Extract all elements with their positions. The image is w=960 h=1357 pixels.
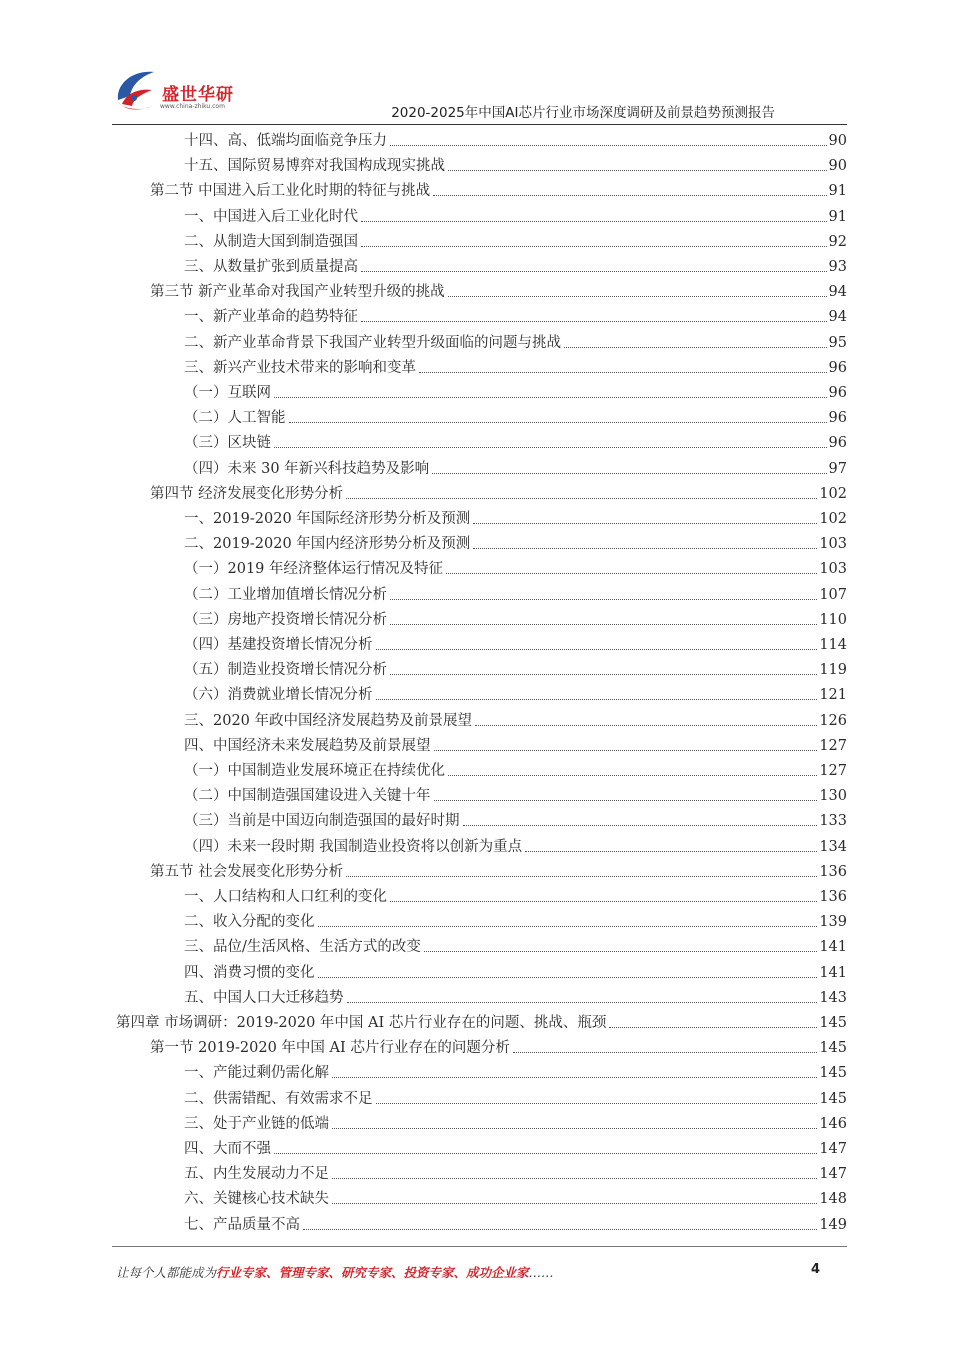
toc-entry-page: 103 (819, 561, 847, 578)
toc-entry[interactable] (184, 303, 847, 327)
toc-entry-page: 130 (819, 788, 847, 805)
toc-entry-page: 90 (828, 158, 847, 175)
toc-entry-page: 145 (819, 1040, 847, 1057)
toc-entry[interactable] (184, 757, 847, 781)
slogan-prefix: 让每个人都能成为 (116, 1265, 217, 1280)
toc-entry[interactable] (184, 455, 847, 479)
toc-entry-label: （六）消费就业增长情况分析 (184, 687, 373, 704)
logo-url: www.china-zhiku.com (160, 103, 225, 110)
toc-entry-label: 十四、高、低端均面临竞争压力 (184, 133, 387, 149)
toc-entry-page: 136 (819, 889, 847, 905)
toc-entry-label: 第五节 社会发展变化形势分析 (150, 863, 344, 880)
toc-entry-label: 一、中国进入后工业化时代 (184, 208, 358, 225)
toc-entry[interactable] (184, 1160, 847, 1184)
toc-entry[interactable] (184, 883, 847, 907)
toc-entry[interactable] (150, 278, 847, 302)
toc-entry[interactable] (184, 933, 847, 957)
toc-entry[interactable] (184, 354, 847, 378)
toc-entry-page: 147 (819, 1141, 847, 1157)
toc-entry[interactable] (184, 152, 847, 176)
toc-entry-label: 第二节 中国进入后工业化时期的特征与挑战 (150, 183, 431, 200)
toc-dot-leader (346, 498, 817, 499)
toc-entry-page: 143 (819, 989, 847, 1006)
toc-entry[interactable] (184, 782, 847, 806)
toc-dot-leader (346, 876, 817, 877)
slogan-highlight: 行业专家、管理专家、研究专家、投资专家、成功企业家 (216, 1265, 529, 1280)
toc-entry-page: 126 (819, 712, 847, 729)
header-divider (112, 124, 847, 125)
toc-dot-leader (434, 750, 818, 751)
page-number: 4 (810, 1262, 820, 1277)
toc-entry-label: 第一节 2019-2020 年中国 AI 芯片行业存在的问题分析 (150, 1040, 510, 1057)
toc-entry-page: 145 (819, 1090, 847, 1107)
toc-dot-leader (289, 422, 827, 423)
toc-dot-leader (376, 699, 818, 700)
toc-entry-label: 二、供需错配、有效需求不足 (184, 1090, 373, 1107)
toc-dot-leader (390, 624, 817, 625)
toc-dot-leader (390, 674, 817, 675)
toc-entry-label: 五、中国人口大迁移趋势 (184, 989, 344, 1006)
toc-entry-label: 三、从数量扩张到质量提高 (184, 259, 358, 275)
toc-entry[interactable] (184, 681, 847, 705)
toc-entry[interactable] (184, 329, 847, 353)
toc-dot-leader (609, 1027, 817, 1028)
toc-entry-label: 第三节 新产业革命对我国产业转型升级的挑战 (150, 284, 445, 301)
toc-entry[interactable] (184, 404, 847, 428)
toc-entry-label: 一、新产业革命的趋势特征 (184, 309, 358, 326)
toc-entry-page: 97 (828, 460, 847, 477)
toc-dot-leader (419, 372, 827, 373)
toc-entry-page: 92 (828, 233, 847, 250)
toc-entry[interactable] (184, 127, 847, 151)
toc-dot-leader (361, 321, 827, 322)
toc-entry[interactable] (184, 1059, 847, 1083)
toc-entry-label: 二、2019-2020 年国内经济形势分析及预测 (184, 536, 471, 553)
toc-entry-label: 第四章 市场调研：2019-2020 年中国 AI 芯片行业存在的问题、挑战、瓶颈 (116, 1015, 607, 1031)
toc-dot-leader (376, 649, 818, 650)
slogan-suffix: …… (528, 1265, 554, 1280)
toc-entry-label: 六、关键核心技术缺失 (184, 1191, 329, 1208)
toc-entry[interactable] (184, 959, 847, 983)
toc-entry-label: （一）互联网 (184, 385, 271, 401)
toc-entry-label: 七、产品质量不高 (184, 1216, 300, 1233)
footer-divider (112, 1246, 847, 1247)
toc-entry-page: 133 (819, 813, 847, 830)
toc-dot-leader (446, 573, 817, 574)
toc-entry[interactable] (184, 1135, 847, 1159)
toc-entry-label: （一）中国制造业发展环境正在持续优化 (184, 763, 445, 779)
toc-entry-page: 149 (819, 1216, 847, 1233)
toc-entry[interactable] (150, 177, 847, 201)
toc-entry-page: 147 (819, 1166, 847, 1183)
toc-entry-label: 二、从制造大国到制造强国 (184, 233, 358, 250)
toc-entry-page: 96 (828, 435, 847, 452)
toc-dot-leader (361, 221, 827, 222)
toc-entry-label: 三、品位/生活风格、生活方式的改变 (184, 939, 421, 956)
toc-entry[interactable] (184, 581, 847, 605)
toc-dot-leader (347, 1002, 818, 1003)
toc-entry-label: （四）未来一段时期 我国制造业投资将以创新为重点 (184, 838, 523, 855)
toc-entry-page: 96 (828, 359, 847, 376)
toc-entry[interactable] (184, 984, 847, 1008)
toc-entry[interactable] (184, 530, 847, 554)
toc-entry-label: （二）中国制造强国建设进入关键十年 (184, 788, 431, 805)
toc-entry-label: 十五、国际贸易博弈对我国构成现实挑战 (184, 158, 445, 175)
toc-entry-page: 91 (828, 208, 847, 225)
toc-entry-label: 一、产能过剩仍需化解 (184, 1065, 329, 1082)
toc-entry-page: 102 (819, 511, 847, 527)
toc-entry[interactable] (116, 1009, 847, 1033)
toc-dot-leader (332, 1128, 817, 1129)
toc-entry-label: 三、处于产业链的低端 (184, 1115, 329, 1132)
toc-dot-leader (361, 271, 827, 272)
toc-entry-label: 一、2019-2020 年国际经济形势分析及预测 (184, 511, 471, 527)
toc-dot-leader (376, 1103, 818, 1104)
toc-entry-page: 127 (819, 763, 847, 779)
toc-entry-label: （四）未来 30 年新兴科技趋势及影响 (184, 460, 430, 477)
toc-entry[interactable] (184, 833, 847, 857)
toc-entry[interactable] (184, 1110, 847, 1134)
toc-entry-page: 139 (819, 914, 847, 931)
toc-entry[interactable] (184, 555, 847, 579)
toc-dot-leader (448, 296, 827, 297)
toc-dot-leader (434, 800, 818, 801)
toc-entry-page: 90 (828, 133, 847, 149)
toc-entry-label: （三）当前是中国迈向制造强国的最好时期 (184, 813, 460, 830)
toc-entry[interactable] (184, 379, 847, 403)
toc-entry-label: （五）制造业投资增长情况分析 (184, 662, 387, 679)
toc-dot-leader (303, 1229, 817, 1230)
toc-entry-label: 一、人口结构和人口红利的变化 (184, 889, 387, 905)
toc-entry-page: 146 (819, 1115, 847, 1132)
toc-dot-leader (424, 951, 817, 952)
toc-entry-label: 三、2020 年政中国经济发展趋势及前景展望 (184, 712, 473, 729)
toc-entry-page: 96 (828, 410, 847, 427)
toc-entry-page: 91 (828, 183, 847, 200)
toc-entry-label: （二）人工智能 (184, 410, 286, 427)
toc-dot-leader (432, 473, 826, 474)
toc-entry-label: 三、新兴产业技术带来的影响和变革 (184, 359, 416, 376)
toc-entry-label: （四）基建投资增长情况分析 (184, 637, 373, 653)
toc-dot-leader (513, 1052, 817, 1053)
toc-entry-page: 110 (819, 611, 847, 628)
toc-entry-label: （二）工业增加值增长情况分析 (184, 586, 387, 603)
toc-entry[interactable] (184, 707, 847, 731)
toc-entry-page: 119 (819, 662, 847, 679)
toc-entry[interactable] (184, 203, 847, 227)
toc-entry-page: 134 (819, 838, 847, 855)
toc-entry-label: （三）区块链 (184, 435, 271, 452)
toc-entry-page: 103 (819, 536, 847, 553)
toc-entry-label: 第四节 经济发展变化形势分析 (150, 485, 344, 502)
footer-slogan (116, 1263, 554, 1281)
toc-entry-label: 五、内生发展动力不足 (184, 1166, 329, 1183)
toc-entry-page: 93 (828, 259, 847, 275)
toc-dot-leader (332, 1077, 817, 1078)
toc-dot-leader (473, 523, 817, 524)
toc-entry[interactable] (184, 807, 847, 831)
toc-entry-label: 四、消费习惯的变化 (184, 964, 315, 981)
toc-dot-leader (390, 145, 827, 146)
toc-entry-page: 141 (819, 939, 847, 956)
toc-entry[interactable] (184, 656, 847, 680)
toc-dot-leader (564, 347, 827, 348)
toc-dot-leader (274, 397, 827, 398)
toc-entry-page: 127 (819, 737, 847, 754)
toc-entry-label: （一）2019 年经济整体运行情况及特征 (184, 561, 444, 578)
toc-dot-leader (274, 1153, 817, 1154)
report-title: 2020-2025年中国AI芯片行业市场深度调研及前景趋势预测报告 (391, 105, 775, 121)
toc-entry[interactable] (184, 606, 847, 630)
toc-entry-page: 94 (828, 284, 847, 301)
toc-entry[interactable] (184, 1211, 847, 1235)
toc-dot-leader (463, 825, 818, 826)
toc-entry[interactable] (184, 1085, 847, 1109)
toc-dot-leader (390, 901, 817, 902)
toc-entry-label: 四、大而不强 (184, 1141, 271, 1157)
toc-entry-label: 二、新产业革命背景下我国产业转型升级面临的问题与挑战 (184, 334, 561, 351)
toc-entry-label: 二、收入分配的变化 (184, 914, 315, 931)
toc-entry[interactable] (184, 908, 847, 932)
toc-entry-page: 102 (819, 485, 847, 502)
toc-entry[interactable] (184, 732, 847, 756)
toc-dot-leader (473, 548, 817, 549)
toc-entry[interactable] (184, 253, 847, 277)
toc-dot-leader (332, 1178, 817, 1179)
toc-entry[interactable] (184, 505, 847, 529)
toc-dot-leader (448, 775, 817, 776)
toc-dot-leader (448, 170, 827, 171)
toc-dot-leader (361, 246, 827, 247)
toc-entry[interactable] (150, 480, 847, 504)
toc-entry-page: 145 (819, 1015, 847, 1031)
toc-entry[interactable] (150, 1034, 847, 1058)
toc-dot-leader (274, 447, 827, 448)
toc-dot-leader (475, 725, 817, 726)
toc-dot-leader (433, 195, 826, 196)
toc-dot-leader (525, 851, 817, 852)
toc-entry-page: 148 (819, 1191, 847, 1208)
toc-entry-page: 141 (819, 964, 847, 981)
toc-entry-page: 96 (828, 385, 847, 401)
toc-entry-page: 94 (828, 309, 847, 326)
toc-entry[interactable] (184, 429, 847, 453)
toc-dot-leader (332, 1203, 817, 1204)
toc-dot-leader (318, 926, 818, 927)
toc-entry-label: 四、中国经济未来发展趋势及前景展望 (184, 737, 431, 754)
toc-entry[interactable] (184, 228, 847, 252)
toc-dot-leader (390, 599, 817, 600)
toc-entry[interactable] (184, 631, 847, 655)
toc-entry-page: 107 (819, 586, 847, 603)
toc-entry-page: 121 (819, 687, 847, 704)
toc-entry-page: 95 (828, 334, 847, 351)
toc-dot-leader (318, 977, 818, 978)
toc-entry-page: 145 (819, 1065, 847, 1082)
toc-entry-page: 136 (819, 863, 847, 880)
logo-text: 盛世华研 (162, 85, 234, 105)
toc-entry-page: 114 (819, 637, 847, 653)
toc-entry[interactable] (150, 858, 847, 882)
toc-entry-label: （三）房地产投资增长情况分析 (184, 611, 387, 628)
toc-entry[interactable] (184, 1185, 847, 1209)
